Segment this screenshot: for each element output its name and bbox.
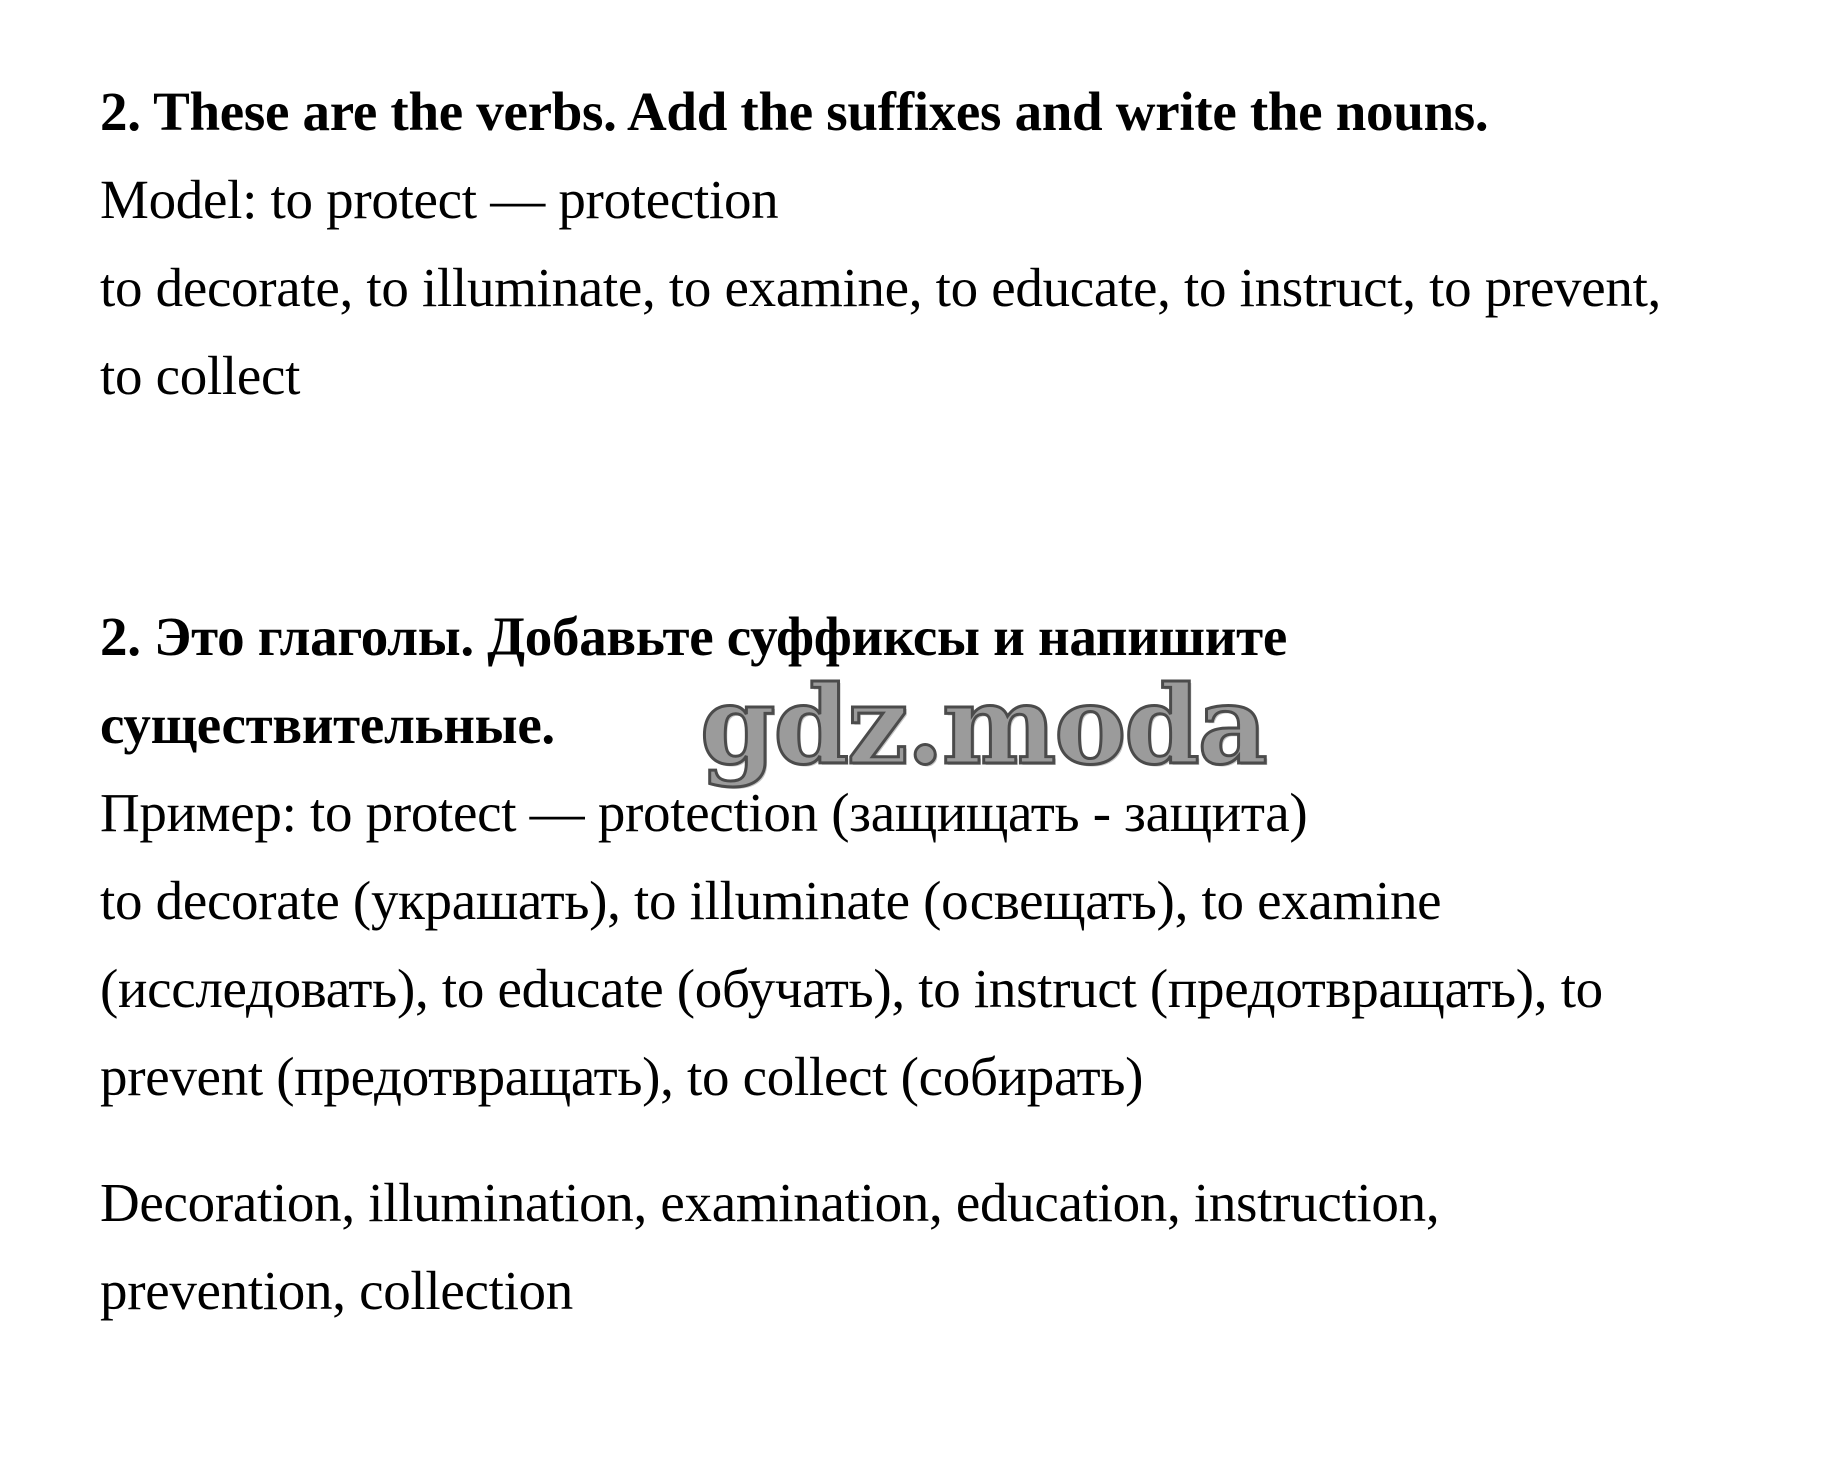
- watermark-logo: gdz.moda: [700, 663, 1266, 789]
- russian-task-heading-line-2: существительные.: [100, 694, 555, 755]
- english-model-line: Model: to protect — protection: [100, 169, 779, 230]
- answer-line-2: prevention, collection: [100, 1260, 573, 1321]
- russian-verbs-line-3: prevent (предотвращать), to collect (собирать): [100, 1046, 1144, 1107]
- answer-line-1: Decoration, illumination, examination, education, instruction,: [100, 1172, 1440, 1233]
- english-verbs-line-1: to decorate, to illuminate, to examine, to educate, to instruct, to prevent,: [100, 257, 1662, 318]
- english-task-heading: 2. These are the verbs. Add the suffixes and write the nouns.: [100, 81, 1489, 142]
- russian-task-heading-line-1: 2. Это глаголы. Добавьте суффиксы и напишите: [100, 606, 1287, 667]
- english-verbs-line-2: to collect: [100, 345, 301, 406]
- russian-verbs-line-1: to decorate (украшать), to illuminate (освещать), to examine: [100, 870, 1442, 931]
- russian-example-line: Пример: to protect — protection (защищать - защита): [100, 782, 1308, 843]
- russian-verbs-line-2: (исследовать), to educate (обучать), to instruct (предотвращать), to: [100, 958, 1603, 1019]
